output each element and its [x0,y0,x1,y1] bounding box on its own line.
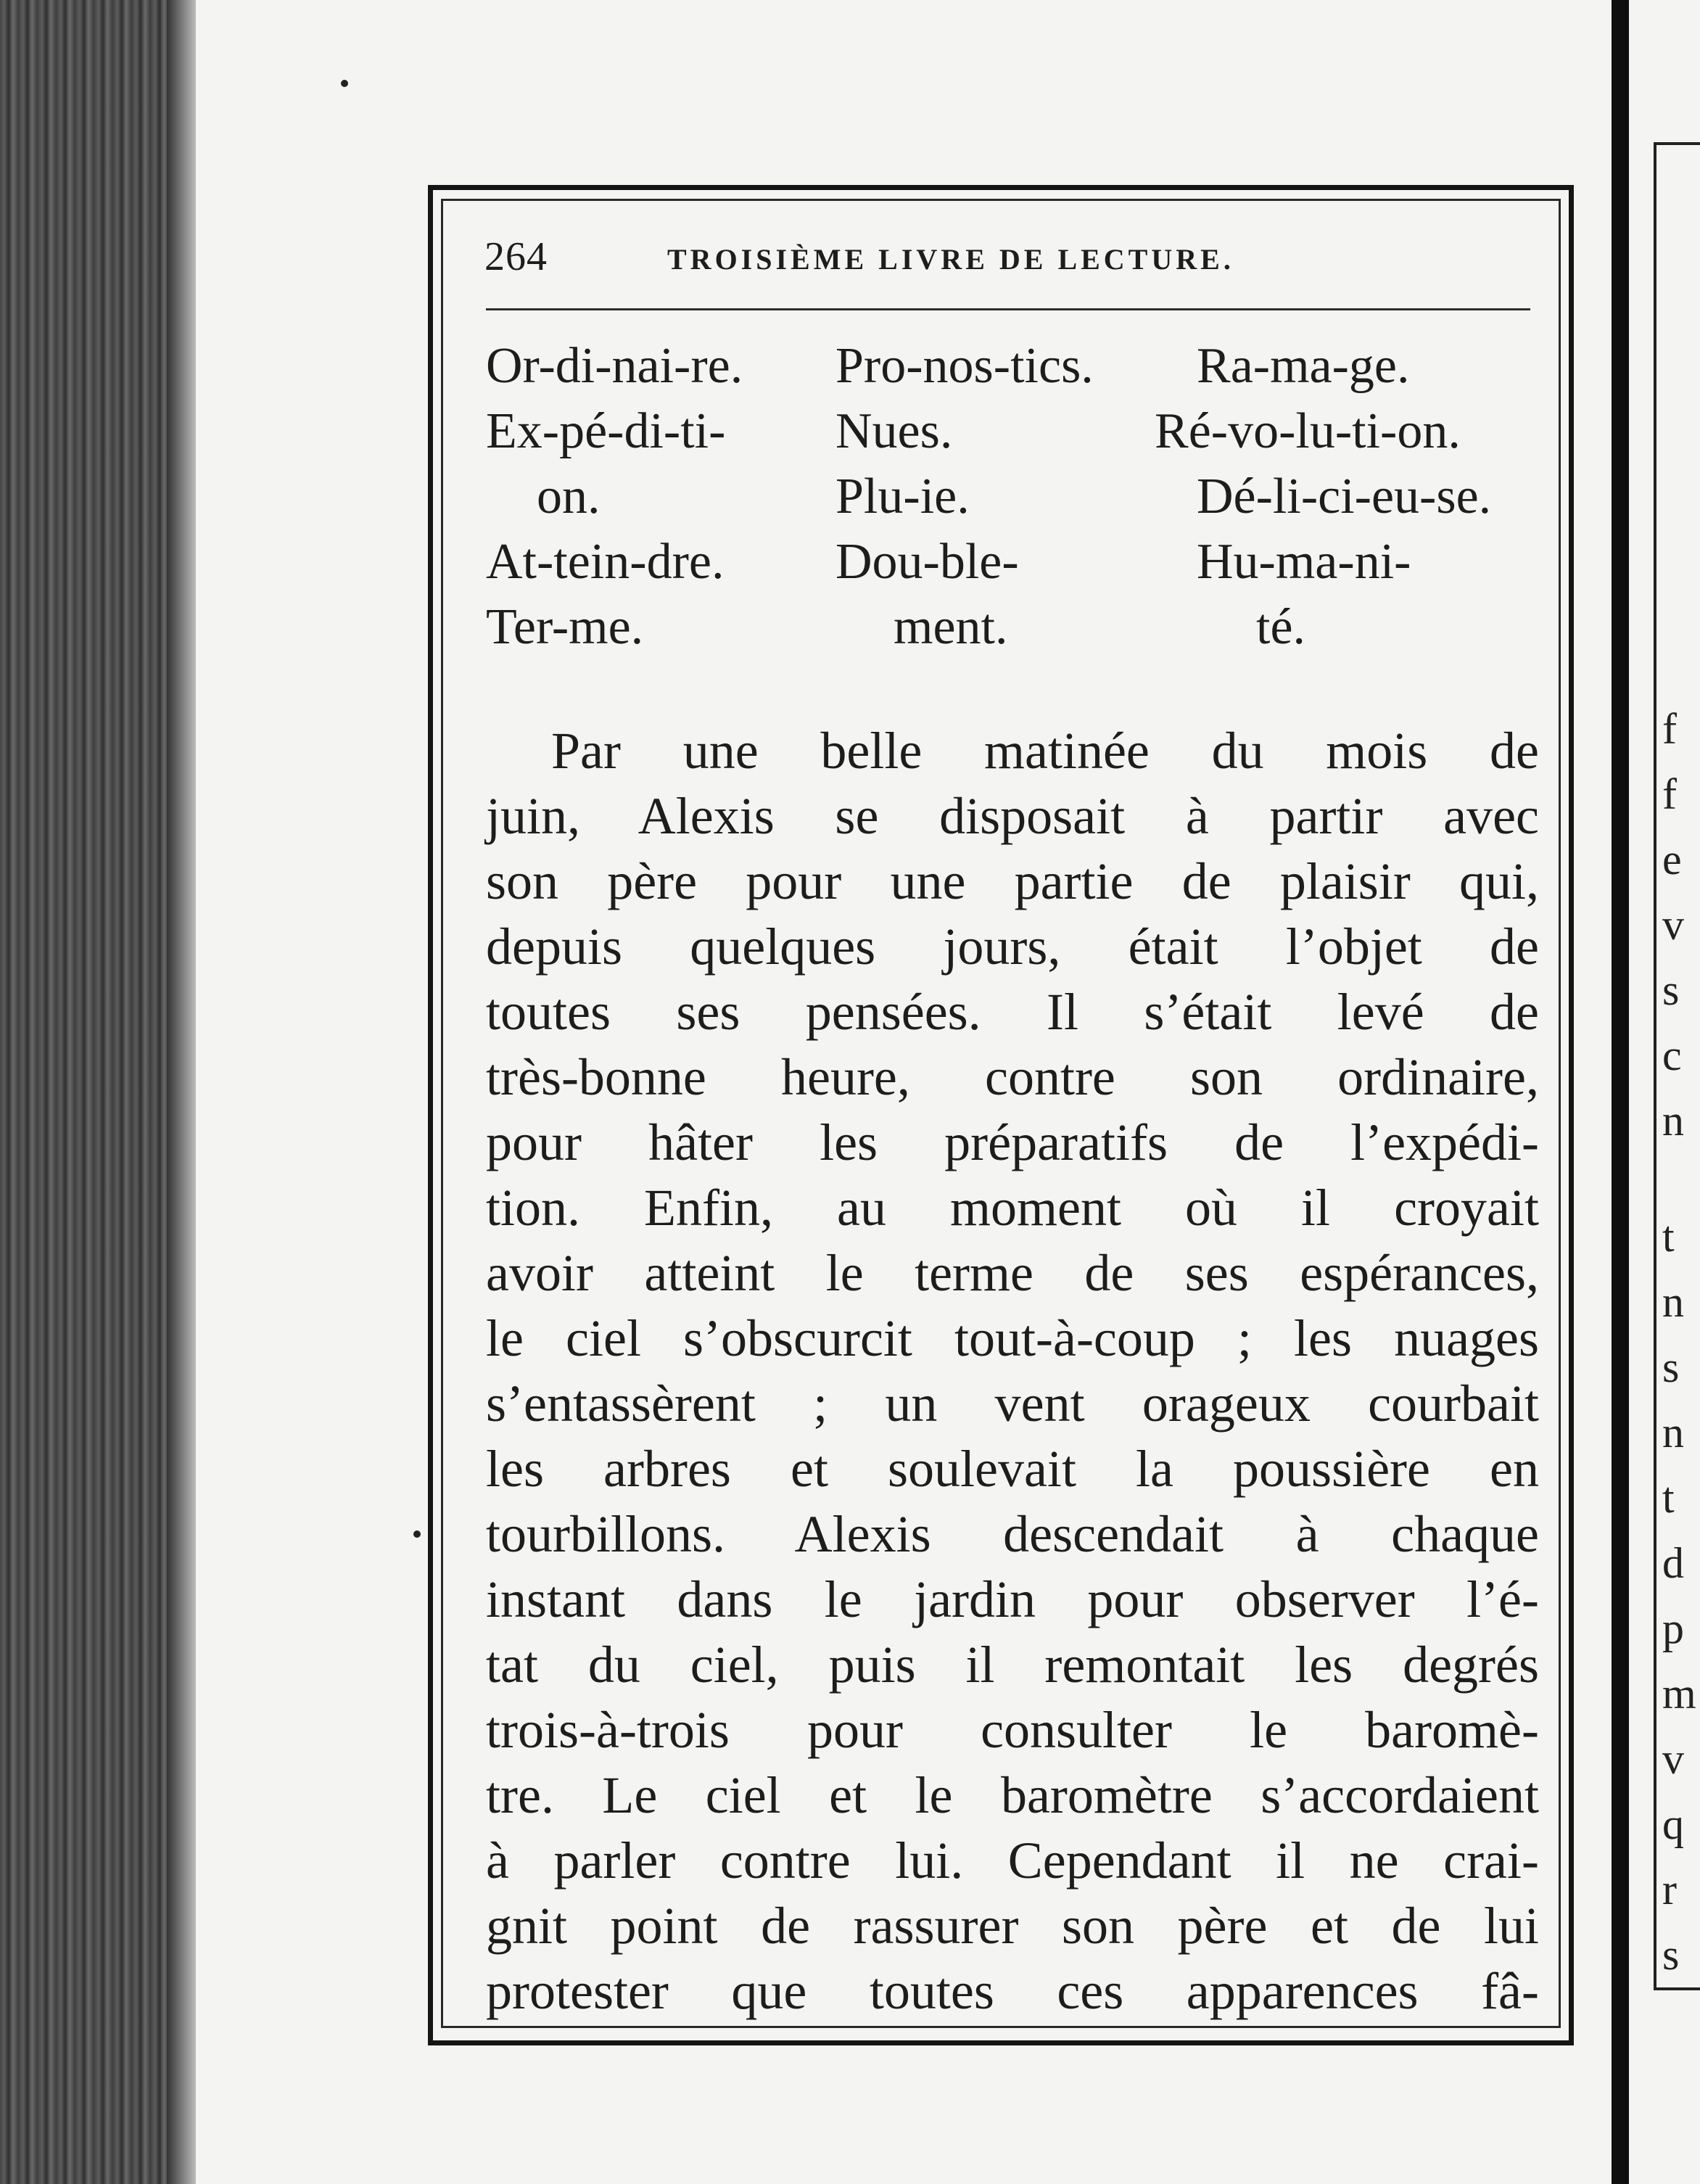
facing-page-edge [1612,0,1629,2184]
facing-letter: p [1662,1604,1684,1652]
book-title: TROISIÈME LIVRE DE LECTURE. [667,243,1234,276]
running-head [484,234,1529,284]
facing-letter: v [1662,901,1684,949]
syllable-word: té. [1256,599,1306,655]
facing-letter: q [1662,1800,1684,1848]
facing-letter: e [1662,836,1682,883]
speck [341,80,348,87]
text-line: avoir atteint le terme de ses espérances, [486,1244,1539,1302]
text-line: pour hâter les préparatifs de l’expédi- [486,1113,1539,1171]
syllable-word: Ex-pé-di-ti- [486,403,726,459]
facing-letter: s [1662,966,1680,1014]
facing-letter: c [1662,1031,1682,1079]
facing-letter: n [1662,1097,1684,1145]
facing-letter: v [1662,1735,1684,1783]
text-line: à parler contre lui. Cependant il ne crai- [486,1831,1539,1890]
text-line: trois-à-trois pour consulter le baromè- [486,1701,1539,1759]
text-line: tat du ciel, puis il remontait les degrés [486,1636,1539,1694]
facing-letter: t [1662,1213,1675,1261]
text-line: tre. Le ciel et le baromètre s’accordaient [486,1766,1539,1824]
book-edge [0,0,189,2184]
text-line: Par une belle matinée du mois de [551,722,1539,780]
body-paragraph [486,718,1539,2024]
facing-page-lower-letters [1662,1204,1696,1987]
header-rule [486,308,1530,310]
text-line: le ciel s’obscurcit tout-à-coup ; les nuages [486,1309,1539,1367]
facing-letter: s [1662,1931,1680,1979]
facing-letter: f [1662,770,1677,818]
syllable-column-1 [486,334,827,660]
syllable-word: At-tein-dre. [486,534,725,590]
text-line: gnit point de rassurer son père et de lui [486,1897,1539,1955]
text-line: instant dans le jardin pour observer l’é- [486,1570,1539,1628]
syllable-word: Dé-li-ci-eu-se. [1197,469,1492,524]
speck [413,1530,421,1538]
text-line: depuis quelques jours, était l’objet de [486,918,1539,976]
facing-letter: t [1662,1474,1675,1522]
syllable-word: ment. [894,599,1008,655]
syllable-word: Or-di-nai-re. [486,338,743,394]
facing-page-upper-letters [1662,696,1691,1153]
text-line: juin, Alexis se disposait à partir avec [486,787,1539,845]
syllable-word: Ter-me. [486,599,644,655]
syllable-word: Ré-vo-lu-ti-on. [1155,403,1461,459]
page-number: 264 [484,234,548,279]
syllable-column-3 [1155,334,1546,660]
facing-letter: s [1662,1343,1680,1391]
facing-letter: n [1662,1278,1684,1326]
text-line: très-bonne heure, contre son ordinaire, [486,1048,1539,1106]
facing-letter: n [1662,1409,1684,1456]
facing-letter: f [1662,705,1677,753]
facing-letter: r [1662,1866,1677,1913]
text-line: s’entassèrent ; un vent orageux courbait [486,1375,1539,1433]
text-line: toutes ses pensées. Il s’était levé de [486,983,1539,1041]
text-line: tourbillons. Alexis descendait à chaque [486,1505,1539,1563]
text-line: son père pour une partie de plaisir qui, [486,852,1539,910]
syllable-word: Dou-ble- [835,534,1019,590]
text-line: les arbres et soulevait la poussière en [486,1440,1539,1498]
facing-letter: d [1662,1539,1684,1587]
syllable-word: Pro-nos-tics. [835,338,1094,394]
syllable-word: Plu-ie. [835,469,970,524]
text-line: tion. Enfin, au moment où il croyait [486,1179,1539,1237]
syllable-word: Hu-ma-ni- [1197,534,1411,590]
syllable-word: Nues. [835,403,953,459]
syllable-column-2 [835,334,1176,660]
syllable-word: on. [537,469,601,524]
syllable-word: Ra-ma-ge. [1197,338,1410,394]
text-line: protester que toutes ces apparences fâ- [486,1962,1539,2020]
facing-letter: m [1662,1670,1696,1718]
book-edge-shadow [167,0,196,2184]
